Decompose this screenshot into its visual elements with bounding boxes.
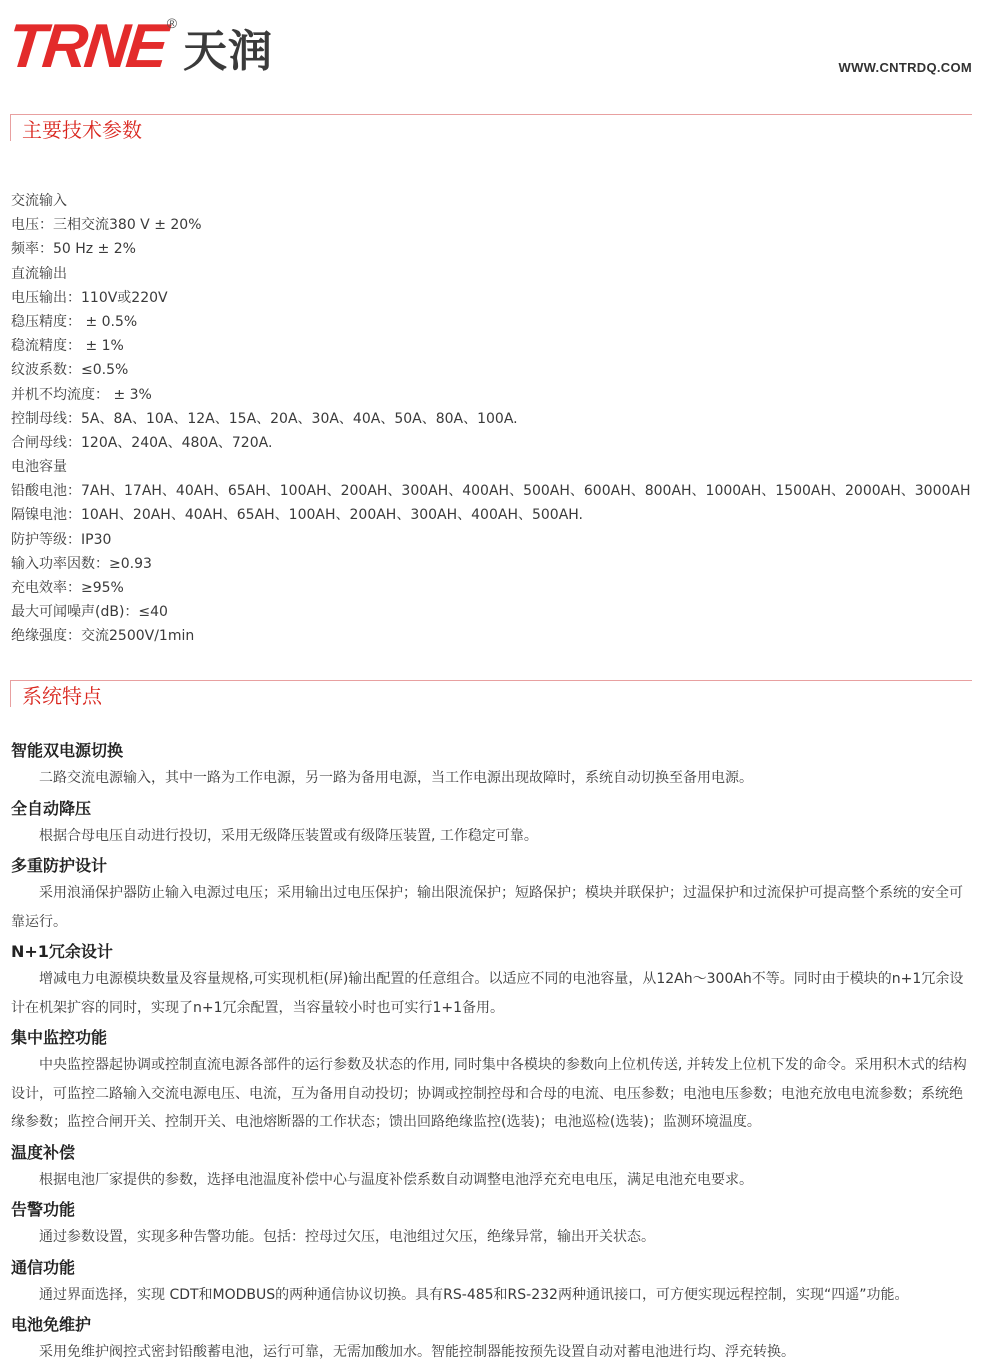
section-title: 系统特点 — [22, 684, 102, 708]
feature-item — [11, 796, 973, 851]
spec-line: 铅酸电池：7AH、17AH、40AH、65AH、100AH、200AH、300AH、400AH、500AH、600AH、800AH、1000AH、1500AH、2000AH、3000AH — [11, 483, 971, 500]
feature-item — [11, 939, 973, 1022]
spec-line: 稳压精度： ± 0.5% — [11, 313, 138, 330]
logo-latin-text: TRNE — [4, 12, 169, 81]
spec-line: 直流输出 — [11, 265, 67, 282]
spec-line: 纹波系数：≤0.5% — [11, 362, 129, 379]
section-accent-bar — [10, 114, 11, 141]
spec-line: 充电效率：≥95% — [11, 580, 124, 596]
spec-line: 频率：50 Hz ± 2% — [11, 241, 136, 258]
spec-line: 合闸母线：120A、240A、480A、720A. — [11, 434, 273, 451]
spec-line: 稳流精度： ± 1% — [11, 338, 124, 355]
section-title: 主要技术参数 — [22, 118, 142, 142]
feature-item — [11, 1312, 973, 1367]
feature-description: 通过参数设置，实现多种告警功能。包括：控母过欠压，电池组过欠压，绝缘异常，输出开关状态。 — [39, 1229, 655, 1245]
section-header-features — [10, 680, 972, 710]
spec-line: 电压：三相交流380 V ± 20% — [11, 217, 202, 234]
feature-description: 二路交流电源输入，其中一路为工作电源，另一路为备用电源，当工作电源出现故障时，系统自动切换至备用电源。 — [39, 770, 753, 786]
feature-title: 温度补偿 — [11, 1142, 76, 1162]
section-header-params — [10, 114, 972, 144]
spec-line: 电池容量 — [11, 459, 67, 476]
spec-line: 绝缘强度：交流2500V/1min — [11, 628, 195, 645]
section-accent-bar — [10, 680, 11, 707]
feature-title: 电池免维护 — [11, 1315, 92, 1334]
feature-title: 全自动降压 — [11, 798, 92, 818]
feature-description: 通过界面选择，实现 CDT和MODBUS的两种通信协议切换。具有RS-485和RS-232两种通讯接口，可方便实现远程控制，实现“四遥”功能。 — [39, 1286, 909, 1303]
spec-line: 最大可闻噪声(dB)：≤40 — [11, 604, 168, 621]
feature-description: 根据合母电压自动进行投切，采用无级降压装置或有级降压装置, 工作稳定可靠。 — [39, 827, 538, 844]
feature-description: 中央监控器起协调或控制直流电源各部件的运行参数及状态的作用, 同时集中各模块的参数向上位机传送, 并转发上位机下发的命令。采用积木式的结构设计，可监控二路输入交流电源电压、电流，互为备用自动投切；协调或控制控母和合母的电流、电压参数；电池电压参数；电池充放电电流参数；系统绝缘参数；监控合闸开关、控制开关、电池熔断器的工作状态；馈出回路绝缘监控(选装)；电池巡检(选装)；监测环境温度。 — [11, 1057, 967, 1130]
section-divider — [10, 114, 972, 115]
registered-mark: ® — [166, 15, 178, 31]
feature-title: 智能双电源切换 — [11, 741, 124, 760]
website-url: WWW.CNTRDQ.COM — [838, 60, 972, 75]
spec-line: 隔镍电池：10AH、20AH、40AH、65AH、100AH、200AH、300AH、400AH、500AH. — [11, 507, 584, 524]
page-header — [0, 0, 1000, 100]
feature-item — [11, 1140, 973, 1195]
section-divider — [10, 680, 972, 681]
feature-title: 通信功能 — [11, 1257, 76, 1277]
feature-title: N+1冗余设计 — [11, 942, 113, 961]
feature-title: 集中监控功能 — [11, 1028, 108, 1047]
feature-title: 告警功能 — [11, 1200, 76, 1219]
feature-title: 多重防护设计 — [11, 856, 108, 875]
spec-line: 电压输出：110V或220V — [11, 289, 168, 306]
spec-line: 防护等级：IP30 — [11, 531, 112, 548]
feature-list — [11, 738, 973, 1370]
feature-item — [11, 853, 973, 936]
feature-description: 采用浪涌保护器防止输入电源过电压；采用输出过电压保护；输出限流保护；短路保护；模块并联保护；过温保护和过流保护可提高整个系统的安全可靠运行。 — [11, 885, 963, 930]
feature-description: 根据电池厂家提供的参数，选择电池温度补偿中心与温度补偿系数自动调整电池浮充充电电压，满足电池充电要求。 — [39, 1171, 753, 1188]
feature-item — [11, 738, 973, 793]
feature-item — [11, 1197, 973, 1252]
feature-description: 增减电力电源模块数量及容量规格,可实现机柜(屏)输出配置的任意组合。以适应不同的电池容量，从12Ah～300Ah不等。同时由于模块的n+1冗余设计在机架扩容的同时，实现了n+1冗余配置，当容量较小时也可实行1+1备用。 — [11, 971, 964, 1016]
spec-line: 并机不均流度： ± 3% — [11, 386, 152, 403]
feature-item — [11, 1025, 973, 1137]
spec-line: 输入功率因数：≥0.93 — [11, 555, 152, 572]
spec-line: 控制母线：5A、8A、10A、12A、15A、20A、30A、40A、50A、80A、100A. — [11, 410, 518, 427]
feature-item — [11, 1255, 973, 1310]
spec-line: 交流输入 — [11, 193, 67, 209]
logo-chinese-text: 天润 — [183, 26, 274, 77]
brand-logo — [4, 12, 274, 82]
feature-description: 采用免维护阀控式密封铅酸蓄电池，运行可靠，无需加酸加水。智能控制器能按预先设置自动对蓄电池进行均、浮充转换。 — [39, 1344, 795, 1360]
spec-list — [11, 189, 986, 649]
